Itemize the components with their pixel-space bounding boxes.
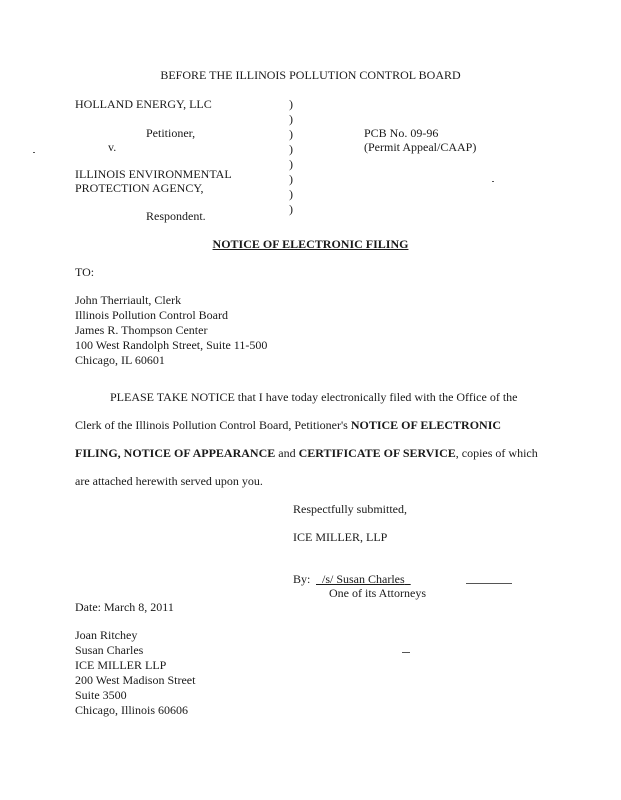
document-title-bold: CERTIFICATE OF SERVICE [298, 446, 456, 460]
recipient-line: 100 West Randolph Street, Suite 11-500 [75, 338, 268, 352]
caption-paren: ) [289, 172, 293, 186]
date-line: Date: March 8, 2011 [75, 600, 174, 614]
recipient-line: Chicago, IL 60601 [75, 353, 165, 367]
counsel-address [75, 628, 195, 718]
counsel-line: Susan Charles [75, 643, 144, 657]
signature-rule [466, 583, 512, 584]
attorney-role: One of its Attorneys [329, 586, 426, 600]
versus-label: v. [108, 140, 117, 154]
case-number: PCB No. 09-96 [364, 126, 439, 140]
signed-name: /s/ Susan Charles [322, 572, 405, 586]
petitioner-role: Petitioner, [146, 126, 196, 140]
body-text: and [275, 446, 299, 460]
counsel-line: 200 West Madison Street [75, 673, 196, 687]
counsel-line: Chicago, Illinois 60606 [75, 703, 188, 717]
recipient-address [75, 293, 267, 368]
caption-paren: ) [289, 157, 293, 171]
recipient-line: Illinois Pollution Control Board [75, 308, 229, 322]
recipient-line: James R. Thompson Center [75, 323, 208, 337]
court-heading: BEFORE THE ILLINOIS POLLUTION CONTROL BOARD [160, 68, 461, 82]
caption-paren: ) [289, 112, 293, 126]
to-label: TO: [75, 265, 95, 279]
document-title-bold: FILING, NOTICE OF APPEARANCE [75, 446, 276, 460]
electronic-signature [316, 572, 428, 587]
closing: Respectfully submitted, [293, 502, 407, 516]
firm-name: ICE MILLER, LLP [293, 530, 388, 544]
counsel-line: Joan Ritchey [75, 628, 138, 642]
document-title-bold: NOTICE OF ELECTRONIC [350, 418, 502, 432]
scan-speck [33, 152, 35, 153]
petitioner-name: HOLLAND ENERGY, LLC [75, 97, 212, 111]
counsel-line: Suite 3500 [75, 688, 127, 702]
caption-paren: ) [289, 202, 293, 216]
scan-speck [402, 652, 410, 653]
body-text: , copies of which [455, 446, 538, 460]
notice-title: NOTICE OF ELECTRONIC FILING [212, 237, 409, 251]
body-line-2 [75, 418, 501, 433]
caption-divider [289, 97, 299, 217]
body-text: Clerk of the Illinois Pollution Control Board, Petitioner's [75, 418, 351, 432]
caption-paren: ) [289, 187, 293, 201]
scan-speck [492, 181, 494, 182]
by-label: By: [293, 572, 311, 586]
body-line-4: are attached herewith served upon you. [75, 474, 263, 488]
body-line-3 [75, 446, 538, 461]
respondent-name-line1: ILLINOIS ENVIRONMENTAL [75, 167, 232, 181]
counsel-line: ICE MILLER LLP [75, 658, 167, 672]
case-type: (Permit Appeal/CAAP) [364, 140, 477, 154]
respondent-name-line2: PROTECTION AGENCY, [75, 181, 204, 195]
recipient-line: John Therriault, Clerk [75, 293, 182, 307]
respondent-role: Respondent. [146, 209, 206, 223]
caption-paren: ) [289, 97, 293, 111]
caption-paren: ) [289, 142, 293, 156]
caption-paren: ) [289, 127, 293, 141]
body-line-1: PLEASE TAKE NOTICE that I have today electronically filed with the Office of the [110, 390, 518, 404]
